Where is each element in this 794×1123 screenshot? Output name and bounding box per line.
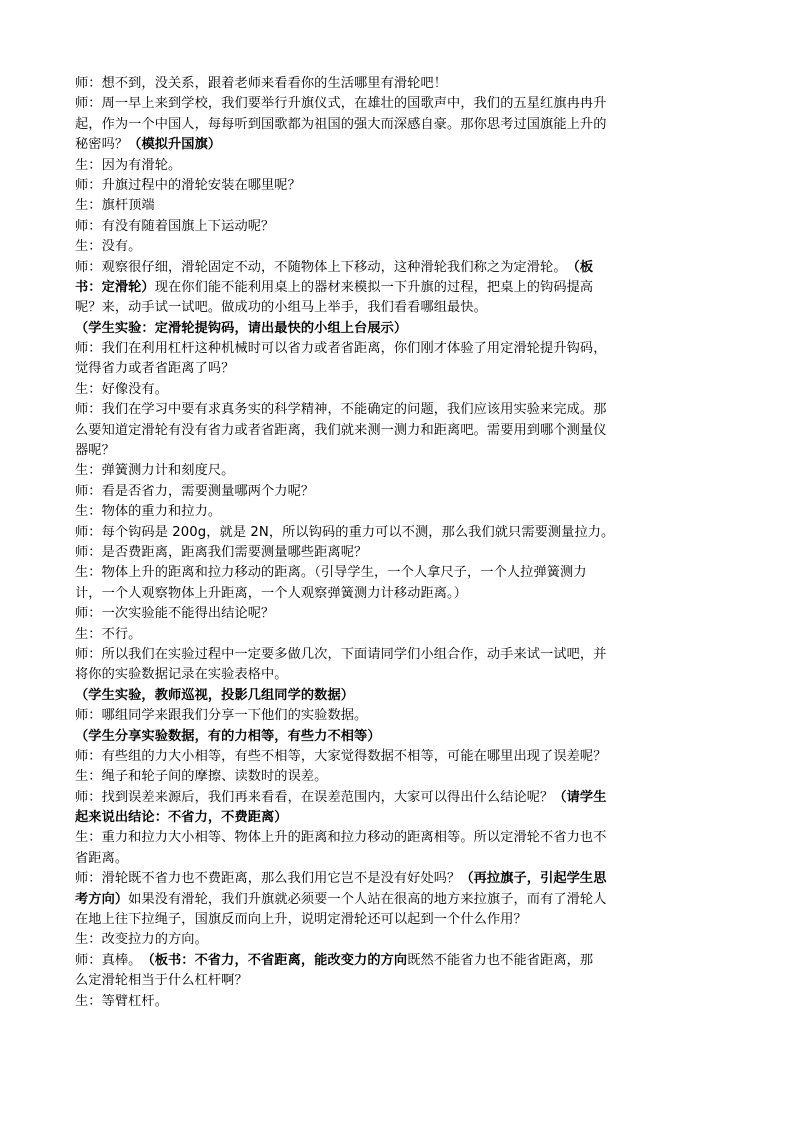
bold-text-segment: （模拟升国旗） [128,137,222,153]
text-line [75,258,720,278]
text-line [75,278,720,298]
text-segment: 师：我们在利用杠杆这种机械时可以省力或者省距离，你们刚才体验了用定滑轮提升钩码， [75,341,607,357]
text-line [75,94,720,114]
text-line [75,237,720,257]
text-segment: 生：因为有滑轮。 [75,157,182,173]
text-line [75,74,720,94]
text-segment: 既然不能省力也不能省距离，那 [407,952,594,968]
text-line [75,339,720,359]
text-line [75,543,720,563]
text-line [75,421,720,441]
text-segment: 觉得省力或者省距离了吗？ [75,361,235,377]
bold-text-segment: （再拉旗子，引起学生思 [460,871,607,887]
text-segment: 么要知道定滑轮有没有省力或者省距离，我们就来测一测力和距离吧。需要用到哪个测量仪 [75,422,607,438]
text-line [75,298,720,318]
text-segment: 生：不行。 [75,626,142,642]
text-segment: 生：重力和拉力大小相等、物体上升的距离和拉力移动的距离相等。所以定滑轮不省力也不 [75,830,607,846]
text-line [75,319,720,339]
text-line [75,502,720,522]
text-line [75,523,720,543]
text-segment: 起，作为一个中国人，每每听到国歌都为祖国的强大而深感自豪。那你思考过国旗能上升的 [75,116,607,132]
text-line [75,115,720,135]
text-segment: 生：绳子和轮子间的摩擦、读数时的误差。 [75,769,328,785]
text-line [75,196,720,216]
text-segment: 师：真棒。 [75,952,142,968]
text-line [75,217,720,237]
text-line [75,604,720,624]
text-segment: 省距离。 [75,850,129,866]
bold-text-segment: 起来说出结论：不省力，不费距离） [75,810,288,826]
text-segment: 生：旗杆顶端 [75,198,155,214]
text-line [75,156,720,176]
bold-text-segment: （学生实验：定滑轮提钩码，请出最快的小组上台展示） [75,320,408,336]
text-line [75,665,720,685]
text-segment: 在地上往下拉绳子，国旗反而向上升，说明定滑轮还可以起到一个什么作用？ [75,912,527,928]
text-segment: 生：改变拉力的方向。 [75,932,208,948]
text-line [75,992,720,1012]
text-line [75,686,720,706]
text-line [75,747,720,767]
text-segment: 秘密吗？ [75,137,129,153]
text-segment: 师：想不到，没关系，跟着老师来看看你的生活哪里有滑轮吧！ [75,76,448,91]
text-line [75,461,720,481]
text-segment: 呢？来，动手试一试吧。做成功的小组马上举手，我们看看哪组最快。 [75,300,487,316]
text-line [75,380,720,400]
text-line [75,767,720,787]
text-segment: 师：每个钩码是 200g，就是 2N，所以钩码的重力可以不测，那么我们就只需要测量拉力。 [75,524,615,540]
text-segment: 么定滑轮相当于什么杠杆啊？ [75,973,248,989]
text-line [75,441,720,461]
text-line [75,808,720,828]
text-segment: 生：等臂杠杆。 [75,993,169,1009]
text-segment: 师：哪组同学来跟我们分享一下他们的实验数据。 [75,708,368,724]
text-line [75,951,720,971]
text-segment: 生：没有。 [75,239,142,255]
text-line [75,706,720,726]
text-line [75,890,720,910]
bold-text-segment: 考方向） [75,891,129,907]
text-segment: 现在你们能不能利用桌上的器材来模拟一下升旗的过程，把桌上的钩码提高 [154,279,594,295]
bold-text-segment: （板书：不省力，不省距离，能改变力的方向 [141,952,408,968]
text-segment: 师：所以我们在实验过程中一定要多做几次，下面请同学们小组合作，动手来试一试吧，并 [75,646,607,662]
text-line [75,645,720,665]
bold-text-segment: （板 [566,259,594,275]
text-line [75,176,720,196]
text-line [75,930,720,950]
text-segment: 师：是否费距离，距离我们需要测量哪些距离呢？ [75,544,368,560]
text-line [75,625,720,645]
bold-text-segment: （学生分享实验数据，有的力相等，有些力不相等） [75,728,381,744]
text-segment: 师：周一早上来到学校，我们要举行升旗仪式，在雄壮的国歌声中，我们的五星红旗冉冉升 [75,96,607,112]
bold-text-segment: （请学生 [553,789,607,805]
text-segment: 师：滑轮既不省力也不费距离，那么我们用它岂不是没有好处吗？ [75,871,461,887]
text-line [75,563,720,583]
text-line [75,400,720,420]
bold-text-segment: 书：定滑轮） [75,279,155,295]
text-segment: 师：看是否省力，需要测量哪两个力呢？ [75,483,315,499]
text-line [75,584,720,604]
text-segment: 师：观察很仔细，滑轮固定不动，不随物体上下移动，这种滑轮我们称之为定滑轮。 [75,259,567,275]
text-segment: 生：物体上升的距离和拉力移动的距离。（引导学生，一个人拿尺子，一个人拉弹簧测力 [75,565,587,581]
text-line [75,788,720,808]
text-segment: 器呢？ [75,443,115,459]
text-line [75,482,720,502]
text-segment: 将你的实验数据记录在实验表格中。 [75,667,288,683]
text-segment: 生：弹簧测力计和刻度尺。 [75,463,235,479]
text-line [75,910,720,930]
text-line [75,869,720,889]
text-line [75,849,720,869]
text-segment: 师：有没有随着国旗上下运动呢？ [75,218,275,234]
text-segment: 如果没有滑轮，我们升旗就必须要一个人站在很高的地方来拉旗子，而有了滑轮人 [128,891,607,907]
text-segment: 师：有些组的力大小相等，有些不相等，大家觉得数据不相等，可能在哪里出现了误差呢？ [75,748,607,764]
text-segment: 师：我们在学习中要有求真务实的科学精神，不能确定的问题，我们应该用实验来完成。那 [75,402,607,418]
document-page [75,74,720,1012]
text-segment: 计，一个人观察物体上升距离，一个人观察弹簧测力计移动距离。） [75,585,468,601]
text-line [75,828,720,848]
text-segment: 师：一次实验能不能得出结论呢？ [75,606,275,622]
text-line [75,135,720,155]
text-segment: 师：找到误差来源后，我们再来看看，在误差范围内，大家可以得出什么结论呢？ [75,789,554,805]
text-line [75,971,720,991]
text-segment: 生：好像没有。 [75,381,169,397]
text-segment: 师：升旗过程中的滑轮安装在哪里呢？ [75,177,301,193]
text-line [75,359,720,379]
bold-text-segment: （学生实验，教师巡视，投影几组同学的数据） [75,687,355,703]
text-line [75,727,720,747]
text-segment: 生：物体的重力和拉力。 [75,504,222,520]
